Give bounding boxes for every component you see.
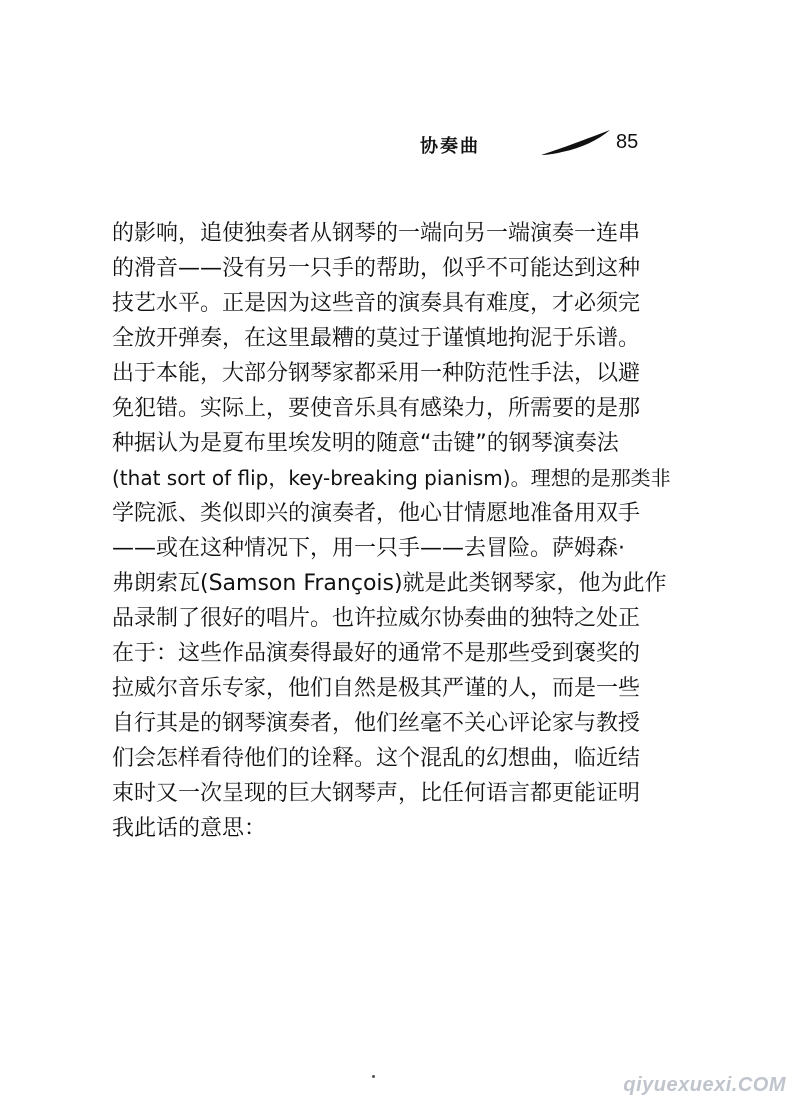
body-paragraph [112,216,672,846]
chapter-title: 协奏曲 [420,136,480,157]
text-line: 们会怎样看待他们的诠释。这个混乱的幻想曲，临近结 [112,746,641,771]
text-line: 全放开弹奏，在这里最糟的莫过于谨慎地拘泥于乐谱。 [112,326,641,351]
text-line: ——或在这种情况下，用一只手——去冒险。萨姆森· [112,536,625,561]
text-line: 自行其是的钢琴演奏者，他们丝毫不关心评论家与教授 [112,711,641,736]
watermark: qiyuexuexi.COM [623,1074,786,1096]
text-line: 种据认为是夏布里埃发明的随意“击键”的钢琴演奏法 [112,431,619,456]
text-line: 品录制了很好的唱片。也许拉威尔协奏曲的独特之处正 [112,606,641,631]
text-line: 的滑音——没有另一只手的帮助，似乎不可能达到这种 [112,256,641,281]
text-line: 免犯错。实际上，要使音乐具有感染力，所需要的是那 [112,396,641,421]
text-line: 我此话的意思： [112,816,267,841]
text-line: (that sort of flip，key-breaking pianism)。理想的是那类非 [112,466,671,490]
text-line: 在于：这些作品演奏得最好的通常不是那些受到褒奖的 [112,641,641,666]
text-line: 束时又一次呈现的巨大钢琴声，比任何语言都更能证明 [112,781,641,806]
text-line: 弗朗索瓦(Samson François)就是此类钢琴家，他为此作 [112,571,667,596]
text-line: 技艺水平。正是因为这些音的演奏具有难度，才必须完 [112,291,641,316]
text-line: 拉威尔音乐专家，他们自然是极其严谨的人，而是一些 [112,676,641,701]
text-line: 学院派、类似即兴的演奏者，他心甘情愿地准备用双手 [112,501,641,526]
feather-icon [538,128,612,158]
text-line: 出于本能，大部分钢琴家都采用一种防范性手法，以避 [112,361,641,386]
text-line: 的影响，追使独奏者从钢琴的一端向另一端演奏一连串 [112,221,641,246]
running-header [420,128,660,160]
speck [372,1075,375,1078]
page-number: 85 [616,131,639,153]
